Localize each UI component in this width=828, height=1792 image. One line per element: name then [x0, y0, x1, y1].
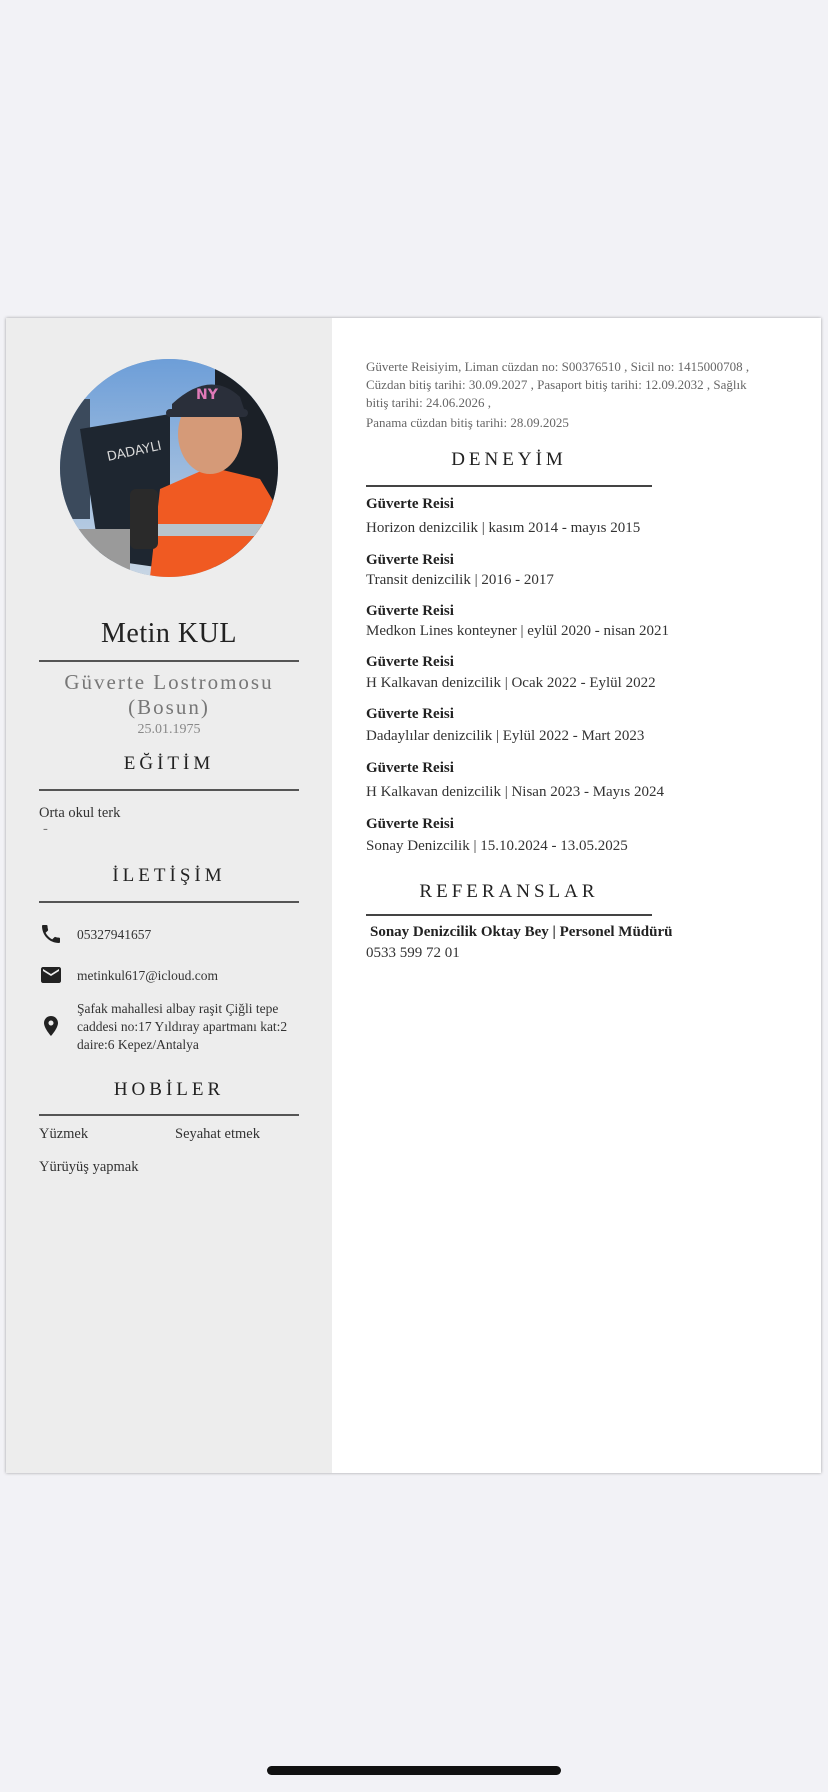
candidate-name: Metin KUL [101, 618, 237, 649]
job-title: Güverte Reisi [366, 603, 454, 619]
job-title: Güverte Reisi [366, 496, 454, 512]
job-detail: H Kalkavan denizcilik | Ocak 2022 - Eylül 2022 [366, 675, 656, 691]
intro-line: Güverte Reisiyim, Liman cüzdan no: S00376510 , Sicil no: 1415000708 , [366, 359, 750, 374]
education-heading: EĞİTİM [123, 753, 215, 774]
intro-line: bitiş tarihi: 24.06.2026 , [366, 395, 491, 410]
birth-date: 25.01.1975 [137, 722, 201, 737]
job-detail: Dadaylılar denizcilik | Eylül 2022 - Mart 2023 [366, 728, 645, 744]
job-detail: Horizon denizcilik | kasım 2014 - mayıs 2015 [366, 520, 641, 536]
hobby-item: Yürüyüş yapmak [39, 1159, 139, 1175]
hobby-item: Seyahat etmek [175, 1126, 260, 1142]
hobbies-heading: HOBİLER [113, 1079, 225, 1100]
job-detail: Medkon Lines konteyner | eylül 2020 - nisan 2021 [366, 623, 669, 639]
contact-heading: İLETİŞİM [112, 865, 226, 886]
address-line-2: caddesi no:17 Yıldıray apartmanı kat:2 [77, 1019, 288, 1034]
contact-phone[interactable]: 05327941657 [77, 927, 152, 942]
address-line-1: Şafak mahallesi albay raşit Çiğli tepe [77, 1001, 279, 1016]
job-title-line1: Güverte Lostromosu [64, 670, 274, 694]
svg-text:DADAYLI: DADAYLI [105, 438, 163, 465]
intro-line: Panama cüzdan bitiş tarihi: 28.09.2025 [366, 415, 569, 430]
job-title: Güverte Reisi [366, 816, 454, 832]
address-line-3: daire:6 Kepez/Antalya [77, 1037, 199, 1052]
job-detail: H Kalkavan denizcilik | Nisan 2023 - Mayıs 2024 [366, 784, 664, 800]
intro-line: Cüzdan bitiş tarihi: 30.09.2027 , Pasaport bitiş tarihi: 12.09.2032 , Sağlık [366, 377, 747, 392]
references-heading: REFERANSLAR [419, 881, 599, 902]
job-title: Güverte Reisi [366, 706, 454, 722]
main-content [6, 318, 821, 1473]
experience-heading: DENEYİM [451, 449, 567, 470]
job-title: Güverte Reisi [366, 760, 454, 776]
reference-phone[interactable]: 0533 599 72 01 [366, 945, 460, 961]
job-detail: Sonay Denizcilik | 15.10.2024 - 13.05.2025 [366, 838, 628, 854]
experience-divider [366, 485, 652, 487]
job-detail: Transit denizcilik | 2016 - 2017 [366, 572, 554, 588]
svg-text:NY: NY [196, 387, 218, 403]
reference-name: Sonay Denizcilik Oktay Bey | Personel Müdürü [370, 924, 673, 940]
references-divider [366, 914, 652, 916]
contact-email[interactable]: metinkul617@icloud.com [77, 968, 219, 983]
intro-summary [366, 358, 786, 432]
job-title-line2: (Bosun) [128, 695, 210, 719]
home-indicator[interactable] [267, 1766, 561, 1775]
education-sub: - [43, 821, 48, 837]
education-item: Orta okul terk [39, 805, 121, 821]
job-title: Güverte Reisi [366, 654, 454, 670]
hobby-item: Yüzmek [39, 1126, 89, 1142]
job-title: Güverte Reisi [366, 552, 454, 568]
